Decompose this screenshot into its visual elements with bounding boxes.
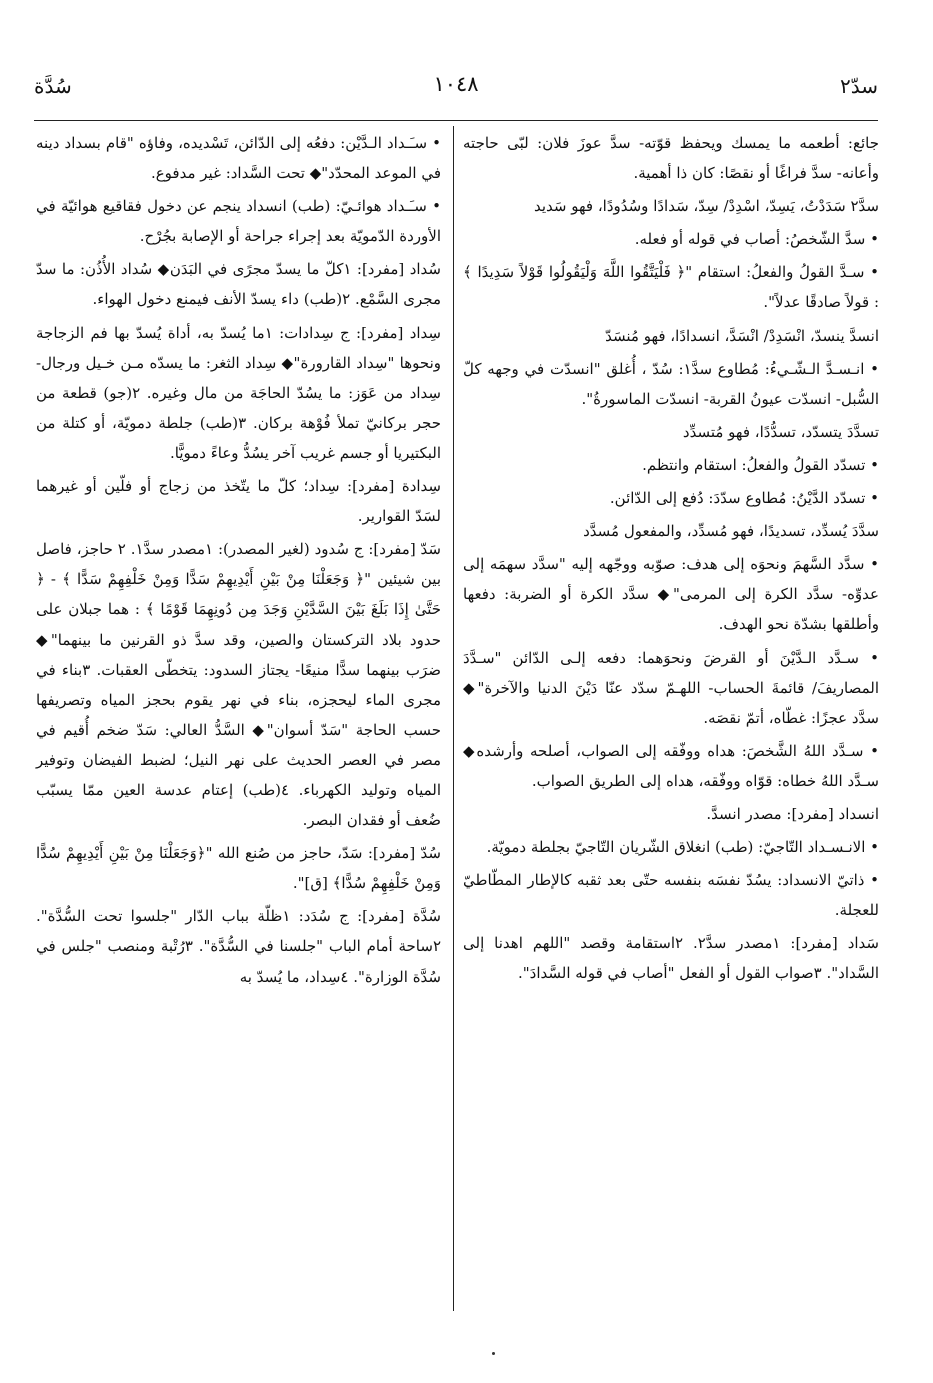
entry-sense: • سـَـداد هوائـيّ: (طب) انسداد ينجم عن دخول فقاقيع هوائيّة في الأوردة الدّمويّة بعد إجراء جراحة أو الإصابة بجُرْح. <box>36 197 441 246</box>
entry-headword-noun: انسداد [مفرد]: مصدر انسدَّ. <box>706 804 879 823</box>
entry-sense: • تسدّد الدَّيْنُ: مُطاوع سدّدَ: دُفع إلى الدّائن. <box>609 489 879 508</box>
entry-sense: • سـدَّد الـدَّيْنَ أو القرضَ ونحوَهما: دفعه إلـى الدّائن "سـدَّدَ المصاريفَ/ قائمةَ الحساب- اللهـمّ سدّد عنّا دَيْنَ الدنيا والآخرة"◆ سدَّد عجزًا: غطّاه، أتمّ نقصَه. <box>463 648 879 727</box>
right-column <box>463 128 879 992</box>
page-mark <box>492 1352 495 1355</box>
entry-sense: • ذاتيّ الانسداد: يسُدّ نفسَه بنفسه حتّى بعد ثقبه كالإطار المطّاطيّ للعجلة. <box>463 871 879 920</box>
entry-sense: • سـَـداد الـدَّيْن: دفعُه إلى الدّائن، تَسْديده، وفاؤه "قام بسداد دينه في الموعد المحدّد"◆ تحت السَّداد: غير مدفوع. <box>36 134 441 183</box>
entry-headword-noun: سِداد [مفرد]: ج سِدادات: ١ما يُسدّ به، أداة يُسدّ بها فم الزجاجة ونحوها "سِداد القارورة"◆ سِداد الثغر: ما يسدّه مـن خـيل ورجال- سِداد من عَوَز: ما يسُدّ الحاجَة من مال وغيره. ٢(جو) قطعة من حجر بركانيّ تملأ فُوْهة بركان. ٣(طب) جلطة دمويّة، أو كتلة من البكتيريا أو جسم غريب آخر يسُدُّ وعاءً دمويًّا. <box>36 323 442 462</box>
entry-sense: • الانـسـداد التّاجيّ: (طب) انغلاق الشّريان التّاجيّ بجلطة دمويّة. <box>486 838 879 857</box>
left-column <box>36 128 441 995</box>
entry-sense: • سدَّ الشّخصُ: أصاب في قوله أو فعله. <box>634 230 879 249</box>
entry-headword-verb: تسدَّدَ يتسدّد، تسدُّدًا، فهو مُتسدِّد <box>682 422 879 441</box>
entry-sense: • تسدّد القولُ والفعلُ: استقام وانتظم. <box>642 455 879 474</box>
column-divider <box>453 126 454 1311</box>
entry-sense: • سـدَّ القولُ والفعلُ: استقام "﴿ فَلْيَتَّقُوا اللَّهَ وَلْيَقُولُوا قَوْلاً سَدِيدًا ﴾ : قولاً صادقًا عدلاً". <box>463 263 879 312</box>
page-header <box>34 64 878 104</box>
entry-headword-verb: سدَّ٢ سَدَدْتُ، يَسِدّ، اسْدِدْ/ سِدّ، سَدادًا وسُدُودًا، فهو سَديد <box>533 197 879 216</box>
entry-sense: • سـدَّد اللهُ الشَّخصَ: هداه ووفّقه إلى الصواب، أصلحه وأرشده◆ سـدَّد اللهُ خطاه: قوّاه ووفّقه، هداه إلى الطريق الصواب. <box>463 741 879 790</box>
entry-headword-noun: سَداد [مفرد]: ١مصدر سدَّ٢. ٢استقامة وقصد "اللهم اهدنا إلى السَّداد". ٣صواب القول أو الفعل "أصاب في قوله السَّدادَ". <box>463 934 879 983</box>
entry-sense: • سدَّد السَّهمَ ونحوَه إلى هدف: صوّبه ووجّهه إليه "سدَّد سهمَه إلى عدوِّه- سدَّد الكرة إلى المرمى"◆ سدَّد الكرة أو الضربة: دفعها وأطلقها بشدّة نحو الهدف. <box>463 555 879 634</box>
header-guide-word-right: سدّ٢ <box>839 74 878 98</box>
entry-headword-noun: سَدّ [مفرد]: ج سُدود (لغير المصدر): ١مصدر سدَّ١. ٢ حاجز، فاصل بين شيئين "﴿ وَجَعَلْنَا مِنْ بَيْنِ أَيْدِيهِمْ سَدًّا وَمِنْ خَلْفِهِمْ سَدًّا ﴾ - ﴿ حَتَّىٰ إِذَا بَلَغَ بَيْنَ السَّدَّيْنِ وَجَدَ مِن دُونِهِمَا قَوْمًا ﴾ : هما جبلان على حدود بلاد التركستان والصين، وقد سدَّ ذو القرنين ما بينهما"◆ ضرَب بينهما سدًّا منيعًا- يجتاز السدود: يتخطّى العقبات. ٣بناء في مجرى الماء ليحجزه، بناء في نهر يقوم بحجز المياه وتصريفها حسب الحاجة "سَدّ أسوان"◆ السَّدُّ العالي: سَدّ ضخم أُقيم في مصر في العصر الحديث على نهر النيل؛ لضبط الفيضان وتوفير المياه وتوليد الكهرباء. ٤(طب) إعتام عدسة العين ممّا يسبّب ضُعف أو فقدان البصر. <box>36 540 442 830</box>
entry-headword-verb: انسدَّ ينسدّ، انْسَدِدْ/ انْسَدَّ، انسدادًا، فهو مُنسَدّ <box>605 326 879 345</box>
header-rule <box>34 120 878 121</box>
page-number: ١٠٤٨ <box>433 72 479 96</box>
entry-headword-noun: سُدّ [مفرد]: سَدّ، حاجز من صُنع الله "﴿وَجَعَلْنَا مِنْ بَيْنِ أَيْدِيهِمْ سُدًّا وَمِنْ خَلْفِهِمْ سُدًّا﴾ [ق]". <box>36 844 441 893</box>
entry-sense: • انـسـدَّ الـشّـيءُ: مُطاوع سدَّ١: سُدّ ، أُغلق "انسدّت في وجهه كلّ السُّبل- انسدّت عيونُ القربة- انسدّت الماسورةُ". <box>463 359 879 408</box>
entry-text: جائع: أطعمه ما يمسك ويحفظ قوّته- سدَّ عوزَ فلان: لبّى حاجته وأعانه- سدَّ فراغًا أو نقصًا: كان ذا أهمية. <box>463 134 879 183</box>
entry-headword-verb: سدَّدَ يُسدِّد، تسديدًا، فهو مُسدِّد، والمفعول مُسدَّد <box>583 522 879 541</box>
entry-headword-noun: سُداد [مفرد]: ١كلّ ما يسدّ مجرًى في البَدَن◆ سُداد الأُذُن: ما سدّ مجرى السَّمْع. ٢(طب) داء يسدّ الأنف فيمنع دخول الهواء. <box>36 260 441 309</box>
header-guide-word-left: سُدَّة <box>34 74 72 98</box>
entry-headword-noun: سُدَّة [مفرد]: ج سُدَد: ١ظلّة بباب الدّار "جلسوا تحت السُّدَّة". ٢ساحة أمام الباب "جلسنا في السُّدَّة". ٣رُتْبة ومنصب "جلس في سُدَّة الوزارة". ٤سِداد، ما يُسدّ به <box>36 907 441 986</box>
entry-headword-noun: سِدادة [مفرد]: سِداد؛ كلّ ما يتّخذ من زجاج أو فلّين أو غيرهما لسَدّ القوارير. <box>36 477 441 526</box>
